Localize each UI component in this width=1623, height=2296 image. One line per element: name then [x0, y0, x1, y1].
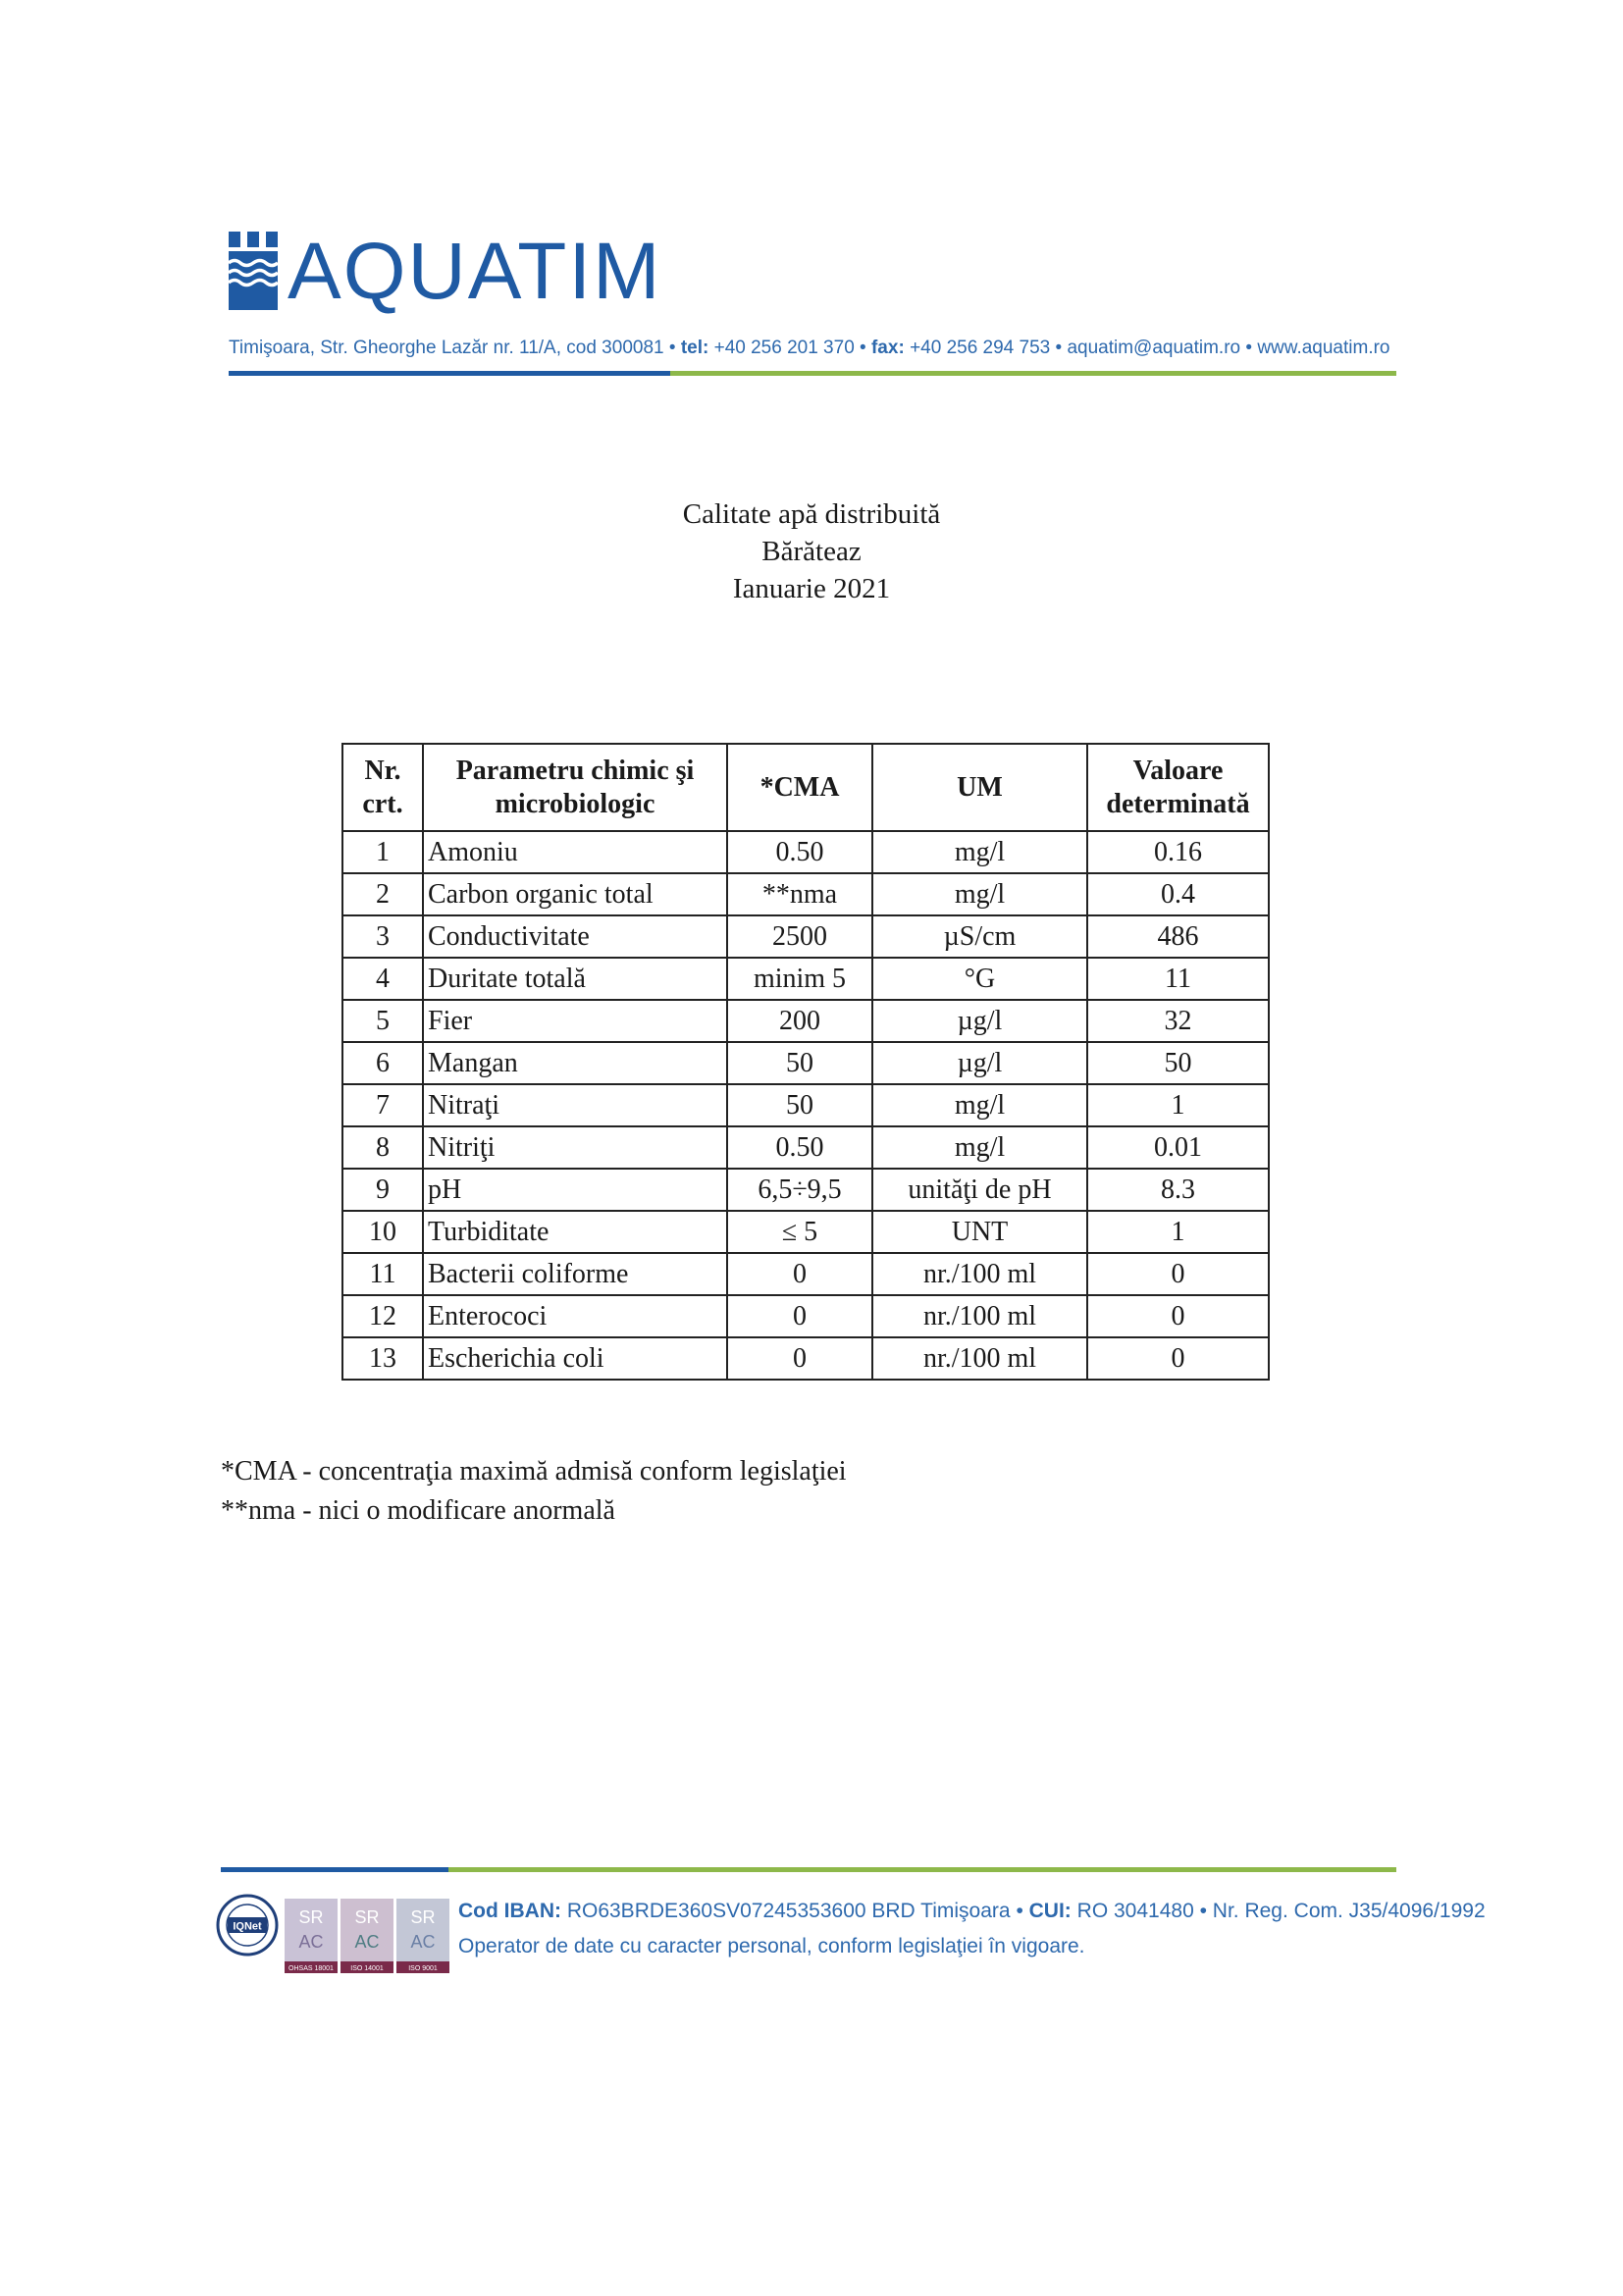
svg-text:ISO 9001: ISO 9001 [408, 1965, 438, 1972]
cell-cma: **nma [727, 873, 872, 915]
header-parameter: Parametru chimic şi microbiologic [423, 744, 727, 831]
separator: • [668, 338, 676, 358]
cell-nr: 1 [342, 831, 423, 873]
cell-cma: 0.50 [727, 831, 872, 873]
title-line-3: Ianuarie 2021 [732, 573, 891, 604]
iban-value: RO63BRDE360SV07245353600 BRD Timişoara [566, 1900, 1011, 1922]
cell-um: µS/cm [872, 915, 1087, 958]
svg-text:OHSAS 18001: OHSAS 18001 [288, 1965, 334, 1972]
iqnet-seal-icon [216, 1894, 279, 1957]
cell-nr: 7 [342, 1084, 423, 1126]
cell-value: 0.01 [1087, 1126, 1269, 1169]
cell-parameter: Mangan [423, 1042, 727, 1084]
title-line-1: Calitate apă distribuită [682, 498, 941, 530]
cell-value: 1 [1087, 1211, 1269, 1253]
header-cma: *CMA [727, 744, 872, 831]
cell-value: 1 [1087, 1084, 1269, 1126]
certification-badges [285, 1899, 449, 1973]
cell-um: unităţi de pH [872, 1169, 1087, 1211]
cell-cma: 0.50 [727, 1126, 872, 1169]
separator: • [1245, 338, 1253, 358]
cell-nr: 6 [342, 1042, 423, 1084]
cell-value: 11 [1087, 958, 1269, 1000]
svg-text:IQNet: IQNet [233, 1920, 262, 1933]
cell-um: mg/l [872, 1126, 1087, 1169]
cell-value: 0 [1087, 1253, 1269, 1295]
gdpr-note: Operator de date cu caracter personal, conform legislaţiei în vigoare. [458, 1935, 1085, 1957]
table-row [342, 1253, 1269, 1295]
table-row [342, 831, 1269, 873]
fax-label: fax: [870, 338, 905, 358]
cell-parameter: Turbiditate [423, 1211, 727, 1253]
table-body [342, 831, 1269, 1380]
cell-nr: 8 [342, 1126, 423, 1169]
cell-nr: 2 [342, 873, 423, 915]
cell-cma: 0 [727, 1295, 872, 1337]
iban-label: Cod IBAN: [458, 1900, 561, 1922]
svg-text:AC: AC [298, 1932, 324, 1952]
email-link[interactable]: aquatim@aquatim.ro [1067, 338, 1241, 358]
table-row [342, 1000, 1269, 1042]
cell-parameter: Fier [423, 1000, 727, 1042]
svg-text:AC: AC [410, 1932, 436, 1952]
cell-value: 32 [1087, 1000, 1269, 1042]
cell-cma: 0 [727, 1337, 872, 1380]
cell-um: mg/l [872, 831, 1087, 873]
cui-label: CUI: [1028, 1900, 1072, 1922]
cell-cma: 2500 [727, 915, 872, 958]
cell-um: nr./100 ml [872, 1253, 1087, 1295]
cell-nr: 5 [342, 1000, 423, 1042]
svg-text:ISO 14001: ISO 14001 [350, 1965, 384, 1972]
separator: • [1016, 1900, 1023, 1922]
cell-cma: 50 [727, 1042, 872, 1084]
cell-um: µg/l [872, 1000, 1087, 1042]
cell-nr: 3 [342, 915, 423, 958]
aquatim-logo-icon [229, 232, 278, 310]
document-title [0, 496, 1623, 607]
table-row [342, 1126, 1269, 1169]
reg-com: Nr. Reg. Com. J35/4096/1992 [1212, 1900, 1486, 1922]
cell-nr: 12 [342, 1295, 423, 1337]
cell-parameter: Bacterii coliforme [423, 1253, 727, 1295]
svg-text:AC: AC [354, 1932, 380, 1952]
separator: • [860, 338, 866, 358]
table-row [342, 1169, 1269, 1211]
header-nr: Nr. crt. [342, 744, 423, 831]
cell-value: 8.3 [1087, 1169, 1269, 1211]
svg-text:SR: SR [354, 1907, 380, 1927]
table-row [342, 1295, 1269, 1337]
fax-number: +40 256 294 753 [910, 338, 1051, 358]
table-row [342, 1337, 1269, 1380]
cell-um: nr./100 ml [872, 1295, 1087, 1337]
cell-um: µg/l [872, 1042, 1087, 1084]
tel-number: +40 256 201 370 [713, 338, 855, 358]
badge-ohsas-icon [285, 1899, 338, 1973]
contact-line [229, 338, 1396, 359]
cui-value: RO 3041480 [1076, 1900, 1194, 1922]
footer-line-1 [458, 1894, 1486, 1929]
address-text: Timişoara, Str. Gheorghe Lazăr nr. 11/A, cod 300081 [229, 338, 664, 358]
table-row [342, 873, 1269, 915]
cell-value: 50 [1087, 1042, 1269, 1084]
company-logo-text: AQUATIM [288, 227, 662, 316]
cell-parameter: pH [423, 1169, 727, 1211]
footer-rule-blue [221, 1867, 448, 1872]
footnote-cma: *CMA - concentraţia maximă admisă conform legislaţiei [221, 1456, 847, 1487]
cell-cma: ≤ 5 [727, 1211, 872, 1253]
badge-iso14001-icon [340, 1899, 393, 1973]
cell-value: 0 [1087, 1337, 1269, 1380]
cell-parameter: Duritate totală [423, 958, 727, 1000]
cell-um: mg/l [872, 873, 1087, 915]
cell-parameter: Carbon organic total [423, 873, 727, 915]
water-quality-table [341, 743, 1270, 1381]
cell-value: 0 [1087, 1295, 1269, 1337]
cell-parameter: Escherichia coli [423, 1337, 727, 1380]
table-row [342, 958, 1269, 1000]
cell-nr: 13 [342, 1337, 423, 1380]
cell-cma: minim 5 [727, 958, 872, 1000]
separator: • [1199, 1900, 1207, 1922]
table-row [342, 1042, 1269, 1084]
cell-parameter: Amoniu [423, 831, 727, 873]
cell-value: 0.4 [1087, 873, 1269, 915]
cell-value: 486 [1087, 915, 1269, 958]
footnotes [221, 1452, 847, 1531]
cell-um: °G [872, 958, 1087, 1000]
cell-nr: 9 [342, 1169, 423, 1211]
cell-nr: 11 [342, 1253, 423, 1295]
header-value: Valoare determinată [1087, 744, 1269, 831]
cell-nr: 4 [342, 958, 423, 1000]
footnote-nma: **nma - nici o modificare anormală [221, 1495, 615, 1526]
cell-um: UNT [872, 1211, 1087, 1253]
footer-rule-green [448, 1867, 1396, 1872]
svg-text:SR: SR [410, 1907, 436, 1927]
cell-nr: 10 [342, 1211, 423, 1253]
cell-parameter: Nitraţi [423, 1084, 727, 1126]
footer-info [458, 1894, 1486, 1964]
cell-parameter: Nitriţi [423, 1126, 727, 1169]
website-link[interactable]: www.aquatim.ro [1257, 338, 1390, 358]
cell-parameter: Enterococi [423, 1295, 727, 1337]
badge-iso9001-icon [396, 1899, 449, 1973]
title-line-2: Bărăteaz [761, 536, 862, 567]
cell-cma: 200 [727, 1000, 872, 1042]
separator: • [1055, 338, 1063, 358]
header-rule-blue [229, 371, 670, 376]
table-row [342, 915, 1269, 958]
header-rule-green [670, 371, 1396, 376]
svg-text:SR: SR [298, 1907, 324, 1927]
cell-cma: 6,5÷9,5 [727, 1169, 872, 1211]
table-header-row [342, 744, 1269, 831]
table-row [342, 1084, 1269, 1126]
cell-parameter: Conductivitate [423, 915, 727, 958]
cell-cma: 50 [727, 1084, 872, 1126]
header-um: UM [872, 744, 1087, 831]
cell-cma: 0 [727, 1253, 872, 1295]
table-row [342, 1211, 1269, 1253]
cell-um: mg/l [872, 1084, 1087, 1126]
tel-label: tel: [680, 338, 709, 358]
cell-um: nr./100 ml [872, 1337, 1087, 1380]
cell-value: 0.16 [1087, 831, 1269, 873]
